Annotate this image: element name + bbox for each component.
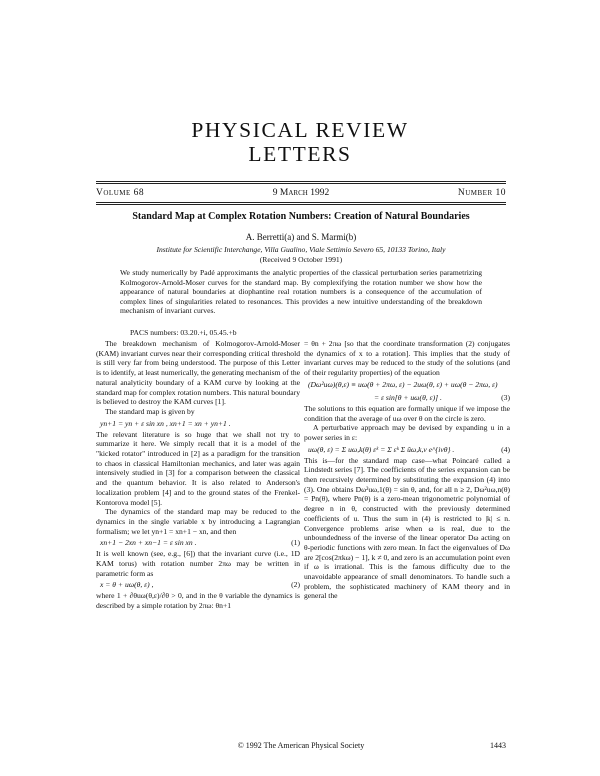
equation-4-text: uω(θ, ε) = Σ uω,k(θ) εᵏ = Σ εᵏ Σ ûω,k,ν e^{iνθ} . — [308, 444, 455, 454]
journal-title-line2: LETTERS — [248, 142, 352, 166]
left-paragraph-4: The dynamics of the standard map may be reduced to the dynamics in the single variable x by introducing a Lagrangian formalism; we let yn+1 = xn+1 − xn, and then — [96, 507, 300, 536]
equation-3a — [304, 378, 510, 391]
left-paragraph-6: where 1 + ∂θuω(θ,ε)/∂θ > 0, and in the θ variable the dynamics is described by a simple rotation by 2πω: θn+1 — [96, 591, 300, 611]
journal-title-line1: PHYSICAL REVIEW — [191, 118, 409, 142]
equation-1 — [96, 536, 300, 549]
issue-number: Number 10 — [457, 188, 506, 198]
rule-top — [96, 181, 506, 182]
right-paragraph-3: A perturbative approach may be devised by expanding u in a power series in ε: — [304, 423, 510, 442]
right-paragraph-4: This is—for the standard map case—what Poincaré called a Lindstedt series [7]. The coefficients of the series expansion can be then recursively determined by substituting the expansion (4) into (3). One obtains Dω²uω,1(θ) = sin θ, and, for all n ≥ 2, Dω²uω,n(θ) = Pn(θ), where Pn(θ) is a zero-mean trigonometric polynomial of degree n in θ, constructed with the previously determined coefficients of u. Thus the sum in (4) is restricted to |k| ≤ n. Convergence problems arise when ω is real, due to the unboundedness of the inverse of the linear operator Dω acting on θ-periodic functions with zero mean. In fact the eigenvalues of Dω are 2[cos(2πkω) − 1], k ≠ 0, and zero is an accumulation point even if ω is irrational. This is the famous difficulty due to the unavoidable appearance of small denominators. To handle such a problem, the sophisticated machinery of KAM theory and in general the — [304, 455, 510, 601]
equation-2-text: x = θ + uω(θ, ε) , — [100, 580, 154, 590]
abstract: We study numerically by Padé approximants the analytic properties of the classical perturbation series parametrizing Kolmogorov-Arnold-Moser curves for the standard map. By complexifying the rotation number we show how the appearance of natural boundaries at diophantine real rotation numbers is a consequence of the accumulation of complex lines of singularities related to resonances. This provides a new intuitive understanding of the breakdown mechanism of invariant curves. — [120, 268, 482, 316]
journal-title — [0, 118, 600, 166]
rule-bottom — [96, 202, 506, 203]
issue-line — [96, 186, 506, 200]
equation-3a-text: (Dω²uω)(θ,ε) ≡ uω(θ + 2πω, ε) − 2uω(θ, ε) + uω(θ − 2πω, ε) — [308, 379, 498, 389]
left-column — [96, 339, 300, 611]
rule-bottom-2 — [96, 204, 506, 205]
equation-4-number: (4) — [501, 444, 510, 454]
right-column — [304, 339, 510, 601]
equation-standard-map — [96, 417, 300, 430]
equation-3b-text: = ε sin[θ + uω(θ, ε)] . — [374, 392, 442, 402]
left-paragraph-2: The standard map is given by — [105, 406, 195, 416]
equation-1-text: xn+1 − 2xn + xn−1 = ε sin xn . — [100, 538, 197, 548]
equation-2-number: (2) — [291, 580, 300, 590]
received-date: (Received 9 October 1991) — [259, 255, 343, 264]
affiliation: Institute for Scientific Interchange, Villa Gualino, Viale Settimio Severo 65, 10133 Torino, Italy — [156, 245, 446, 254]
copyright: © 1992 The American Physical Society — [237, 741, 365, 750]
left-paragraph-1: The breakdown mechanism of Kolmogorov-Arnold-Moser (KAM) invariant curves near their corresponding critical threshold is still very far from being understood. The purpose of this Letter is to identify, at least numerically, the generating mechanism of the natural analyticity boundary of a KAM curve by looking at the standard map for complex rotation numbers. This natural boundary is believed to destroy the KAM curves [1]. — [96, 339, 300, 407]
article-title: Standard Map at Complex Rotation Numbers: Creation of Natural Boundaries — [132, 211, 470, 222]
page-number: 1443 — [490, 741, 506, 750]
rule-top-2 — [96, 183, 506, 184]
page-footer — [96, 740, 506, 752]
right-paragraph-2: The solutions to this equation are formally unique if we impose the condition that the average of uω over θ on the circle is zero. — [304, 403, 510, 423]
right-paragraph-1: = θn + 2πω [so that the coordinate transformation (2) conjugates the dynamics of x to a rotation]. This implies that the study of invariant curves may be reduced to the study of the solutions (and of their regularity properties) of the equation — [304, 339, 510, 378]
equation-3b — [304, 391, 510, 404]
issue-date: 9 March 1992 — [272, 188, 330, 198]
left-paragraph-5: It is well known (see, e.g., [6]) that the invariant curve (i.e., 1D KAM torus) with rotation number 2πω may be written in parametric form as — [96, 549, 300, 578]
pacs-numbers: PACS numbers: 03.20.+i, 05.45.+b — [130, 328, 237, 337]
authors: A. Berretti(a) and S. Marmi(b) — [245, 232, 357, 242]
equation-2 — [96, 578, 300, 591]
volume-label: Volume 68 — [96, 188, 145, 198]
equation-3-number: (3) — [501, 392, 510, 402]
left-paragraph-3: The relevant literature is so huge that we shall not try to summarize it here. We simply recall that it is a model of the "kicked rotator" introduced in [2] as a paradigm for the transition to chaos in classical Hamiltonian mechanics, and later was again intensively studied in [3] for a comparison between the classical and the quantum behavior. It is also related to Anderson's localization problem [4] and to the ground states of the Frenkel-Kontorova model [5]. — [96, 429, 300, 507]
equation-1-number: (1) — [291, 538, 300, 548]
equation-4 — [304, 443, 510, 456]
equation-standard-map-text: yn+1 = yn + ε sin xn , xn+1 = xn + yn+1 . — [100, 418, 231, 428]
